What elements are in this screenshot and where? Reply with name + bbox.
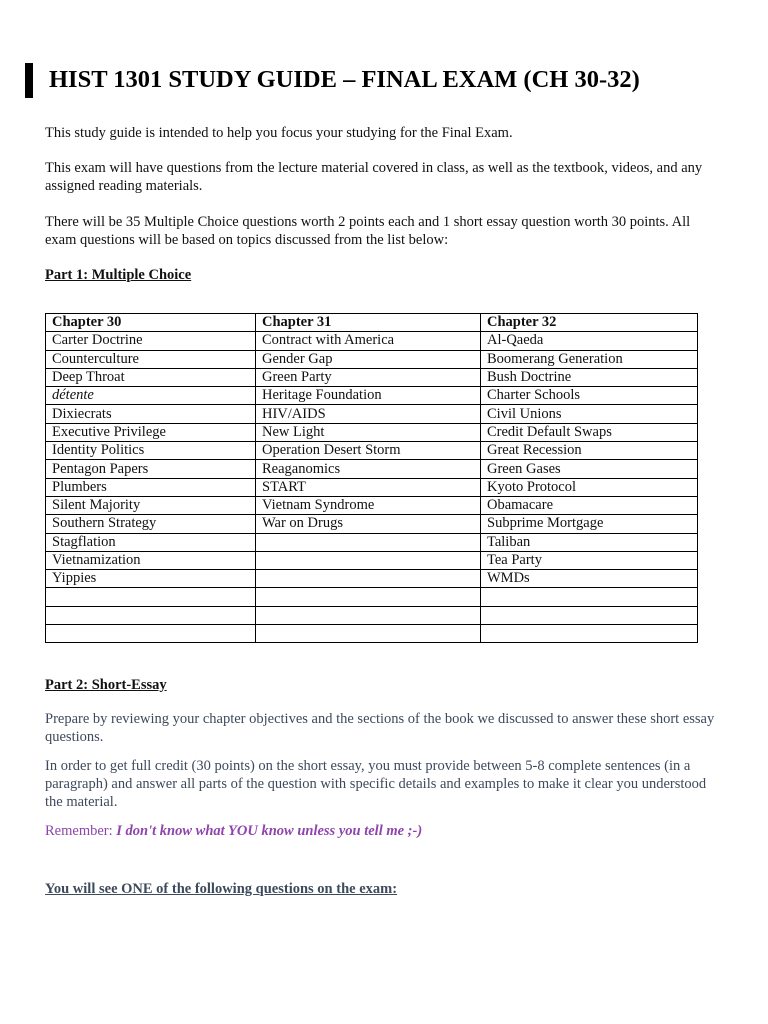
table-cell: Vietnam Syndrome	[256, 496, 481, 514]
intro-paragraph-2: This exam will have questions from the lecture material covered in class, as well as the textbook, videos, and any assigned reading materials.	[45, 160, 703, 194]
table-cell: Vietnamization	[46, 551, 256, 569]
table-row	[46, 533, 698, 551]
table-cell: Boomerang Generation	[481, 350, 698, 368]
header-chapter-31: Chapter 31	[256, 314, 481, 332]
topics-table-body	[46, 332, 698, 643]
table-cell	[256, 551, 481, 569]
table-cell	[256, 606, 481, 624]
table-cell	[481, 588, 698, 606]
table-cell	[481, 625, 698, 643]
table-row	[46, 405, 698, 423]
table-row	[46, 460, 698, 478]
part2-heading: Part 2: Short-Essay	[45, 677, 167, 693]
table-row	[46, 515, 698, 533]
table-cell: Counterculture	[46, 350, 256, 368]
table-row	[46, 387, 698, 405]
table-cell: Charter Schools	[481, 387, 698, 405]
intro-paragraph-3: There will be 35 Multiple Choice questions worth 2 points each and 1 short essay question worth 30 points. All exam questions will be based on topics discussed from the list below:	[45, 214, 691, 248]
table-row	[46, 332, 698, 350]
table-cell: Plumbers	[46, 478, 256, 496]
table-row	[46, 350, 698, 368]
table-cell: Al-Qaeda	[481, 332, 698, 350]
table-row	[46, 478, 698, 496]
table-cell: New Light	[256, 423, 481, 441]
table-cell: Contract with America	[256, 332, 481, 350]
table-cell: WMDs	[481, 570, 698, 588]
table-row	[46, 368, 698, 386]
intro-paragraph-1: This study guide is intended to help you focus your studying for the Final Exam.	[45, 125, 513, 141]
table-cell: Obamacare	[481, 496, 698, 514]
table-row	[46, 625, 698, 643]
header-chapter-30: Chapter 30	[46, 314, 256, 332]
remember-label: Remember:	[45, 823, 117, 839]
table-cell: HIV/AIDS	[256, 405, 481, 423]
table-row	[46, 606, 698, 624]
table-cell: Gender Gap	[256, 350, 481, 368]
table-cell: Green Party	[256, 368, 481, 386]
table-cell: Executive Privilege	[46, 423, 256, 441]
table-cell: Credit Default Swaps	[481, 423, 698, 441]
table-cell: Great Recession	[481, 442, 698, 460]
table-cell: Pentagon Papers	[46, 460, 256, 478]
essay-credit-paragraph: In order to get full credit (30 points) on the short essay, you must provide between 5-8 complete sentences (in a paragraph) and answer all parts of the question with specific details and examples to make it clear you understood the material.	[45, 758, 707, 810]
table-cell	[46, 606, 256, 624]
table-cell: Kyoto Protocol	[481, 478, 698, 496]
header-chapter-32: Chapter 32	[481, 314, 698, 332]
table-row	[46, 442, 698, 460]
table-cell: Subprime Mortgage	[481, 515, 698, 533]
table-cell	[46, 588, 256, 606]
table-cell: Heritage Foundation	[256, 387, 481, 405]
table-cell	[256, 625, 481, 643]
table-row	[46, 423, 698, 441]
part1-heading: Part 1: Multiple Choice	[45, 267, 192, 283]
table-cell: Dixiecrats	[46, 405, 256, 423]
table-cell: Deep Throat	[46, 368, 256, 386]
table-cell: Carter Doctrine	[46, 332, 256, 350]
table-cell: START	[256, 478, 481, 496]
table-cell: Identity Politics	[46, 442, 256, 460]
table-row	[46, 588, 698, 606]
heading-accent-bar	[25, 63, 33, 98]
table-cell: Silent Majority	[46, 496, 256, 514]
table-cell: Stagflation	[46, 533, 256, 551]
table-row	[46, 551, 698, 569]
questions-heading: You will see ONE of the following questions on the exam:	[45, 881, 398, 897]
table-cell: Southern Strategy	[46, 515, 256, 533]
remember-text: I don't know what YOU know unless you tell me ;-)	[116, 823, 423, 839]
table-cell: Bush Doctrine	[481, 368, 698, 386]
essay-prep-paragraph: Prepare by reviewing your chapter objectives and the sections of the book we discussed to answer these short essay questions.	[45, 711, 715, 745]
table-cell: détente	[46, 387, 256, 405]
table-cell	[481, 606, 698, 624]
table-header-row	[46, 314, 698, 332]
table-cell: Yippies	[46, 570, 256, 588]
table-row	[46, 570, 698, 588]
table-cell: Civil Unions	[481, 405, 698, 423]
table-cell: War on Drugs	[256, 515, 481, 533]
table-cell: Taliban	[481, 533, 698, 551]
table-cell: Reaganomics	[256, 460, 481, 478]
table-cell: Green Gases	[481, 460, 698, 478]
table-cell	[256, 533, 481, 551]
table-cell: Tea Party	[481, 551, 698, 569]
topics-table	[45, 313, 698, 643]
table-cell: Operation Desert Storm	[256, 442, 481, 460]
table-cell	[46, 625, 256, 643]
remember-note	[45, 822, 725, 840]
page-title: HIST 1301 STUDY GUIDE – FINAL EXAM (CH 30-32)	[49, 66, 640, 93]
table-cell	[256, 588, 481, 606]
table-row	[46, 496, 698, 514]
table-cell	[256, 570, 481, 588]
